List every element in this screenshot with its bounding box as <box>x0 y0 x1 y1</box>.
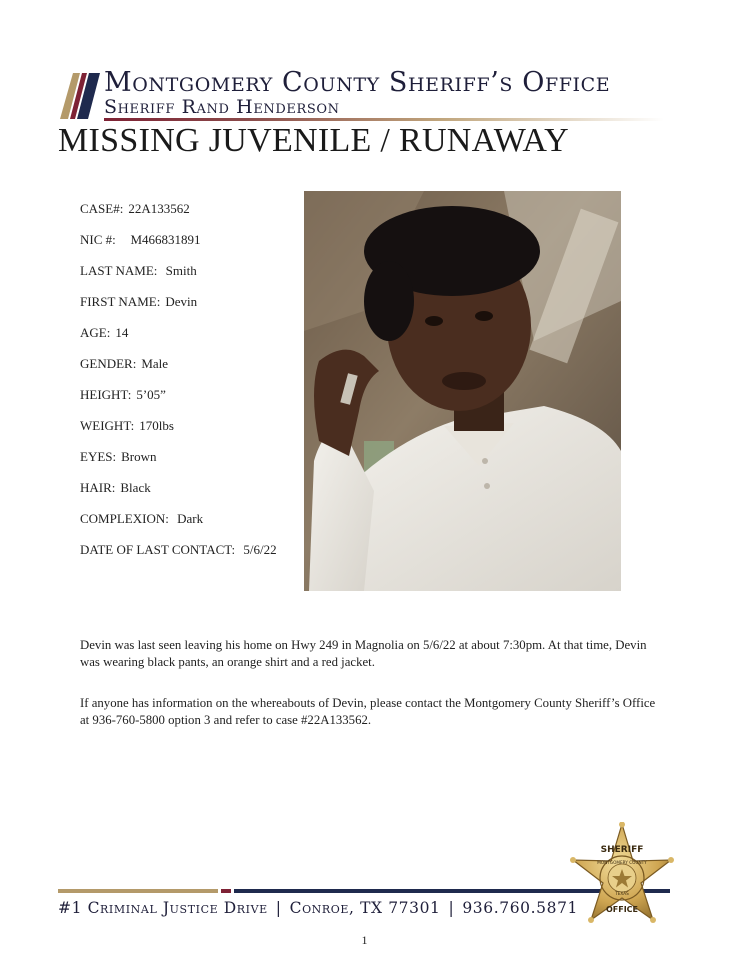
page-number: 1 <box>361 933 368 947</box>
detail-label: LAST NAME: <box>80 263 158 278</box>
detail-label: HEIGHT: <box>80 387 132 402</box>
sheriff-name: Sheriff Rand Henderson <box>104 96 340 118</box>
detail-row <box>80 294 277 325</box>
contact-paragraph: If anyone has information on the whereabouts of Devin, please contact the Montgomery County Sheriff’s Office at 936-760-5800 option 3 and refer to case #22A133562. <box>80 696 656 727</box>
last-seen-paragraph: Devin was last seen leaving his home on Hwy 249 in Magnolia on 5/6/22 at about 7:30pm. At that time, Devin was wearing black pants, an orange shirt and a red jacket. <box>80 638 647 669</box>
footer-separator: | <box>448 899 455 917</box>
detail-row <box>80 542 277 573</box>
detail-value: Male <box>141 356 169 371</box>
detail-value: 5’05” <box>136 387 166 402</box>
detail-row <box>80 232 277 263</box>
detail-row <box>80 263 277 294</box>
header-divider <box>104 118 664 121</box>
detail-value: Black <box>120 480 151 495</box>
detail-value: 22A133562 <box>128 201 190 216</box>
detail-value: 170lbs <box>139 418 174 433</box>
detail-label: WEIGHT: <box>80 418 135 433</box>
detail-row <box>80 325 277 356</box>
detail-value: 5/6/22 <box>240 542 277 557</box>
detail-label: AGE: <box>80 325 111 340</box>
sheriff-logo-bars-icon <box>60 73 100 119</box>
badge-bottom-text: OFFICE <box>605 905 639 914</box>
detail-label: EYES: <box>80 449 117 464</box>
detail-label: GENDER: <box>80 356 137 371</box>
footer-city: Conroe, TX 77301 <box>289 899 441 917</box>
detail-row <box>80 449 277 480</box>
detail-row <box>80 511 277 542</box>
sheriff-star-badge-icon <box>566 822 678 934</box>
footer-contact <box>58 899 578 917</box>
detail-row <box>80 480 277 511</box>
footer-separator: | <box>275 899 282 917</box>
footer-address: #1 Criminal Justice Drive <box>58 899 268 917</box>
detail-label: COMPLEXION: <box>80 511 169 526</box>
detail-row <box>80 387 277 418</box>
agency-name: Montgomery County Sheriff’s Office <box>104 67 611 98</box>
detail-value: Dark <box>173 511 204 526</box>
detail-value: M466831891 <box>120 232 201 247</box>
detail-label: CASE#: <box>80 201 124 216</box>
detail-label: HAIR: <box>80 480 116 495</box>
detail-label: FIRST NAME: <box>80 294 161 309</box>
page-title: MISSING JUVENILE / RUNAWAY <box>58 122 569 159</box>
detail-value: 14 <box>115 325 129 340</box>
person-photo <box>304 191 621 591</box>
detail-row <box>80 201 277 232</box>
detail-row <box>80 356 277 387</box>
subject-details <box>80 201 277 573</box>
badge-state-text: TEXAS <box>615 891 629 896</box>
detail-label: DATE OF LAST CONTACT: <box>80 542 236 557</box>
badge-top-text: SHERIFF <box>600 845 644 855</box>
detail-label: NIC #: <box>80 232 116 247</box>
detail-value: Smith <box>162 263 197 278</box>
detail-value: Devin <box>165 294 198 309</box>
detail-row <box>80 418 277 449</box>
badge-center-text: MONTGOMERY COUNTY <box>597 860 647 865</box>
footer-phone: 936.760.5871 <box>462 899 579 917</box>
detail-value: Brown <box>121 449 157 464</box>
